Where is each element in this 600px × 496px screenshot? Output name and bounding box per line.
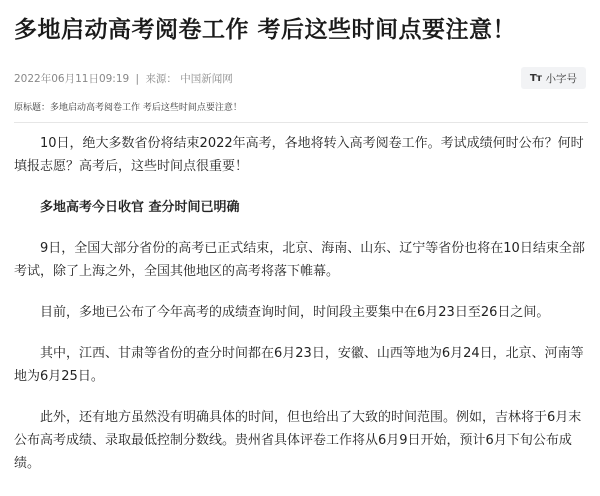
original-title: 原标题：多地启动高考阅卷工作 考后这些时间点要注意！: [14, 103, 242, 113]
source-label: 来源：: [145, 72, 177, 85]
paragraph: 9日，全国大部分省份的高考已正式结束，北京、海南、山东、辽宁等省份也将在10日结束全部考试，除了上海之外，全国其他地区的高考将落下帷幕。: [14, 241, 585, 279]
article-body: [14, 132, 588, 475]
article-meta-row: [14, 66, 588, 90]
source-name[interactable]: 中国新闻网: [180, 72, 233, 85]
font-size-icon: Tт: [529, 72, 542, 84]
meta-separator: |: [135, 72, 140, 85]
paragraph: 其中，江西、甘肃等省份的查分时间都在6月23日，安徽、山西等地为6月24日，北京、河南等地为6月25日。: [14, 346, 584, 384]
paragraph: 目前，多地已公布了今年高考的成绩查询时间，时间段主要集中在6月23日至26日之间。: [40, 305, 550, 320]
publish-datetime: 2022年06月11日09:19: [14, 72, 130, 85]
font-size-toggle-button[interactable]: [521, 67, 586, 89]
paragraph-intro: 10日，绝大多数省份将结束2022年高考，各地将转入高考阅卷工作。考试成绩何时公布？何时填报志愿？高考后，这些时间点很重要！: [14, 136, 584, 174]
paragraph: 此外，还有地方虽然没有明确具体的时间，但也给出了大致的时间范围。例如，吉林将于6月末公布高考成绩、录取最低控制分数线。贵州省具体评卷工作将从6月9日开始，预计6月下旬公布成绩。: [14, 410, 582, 471]
section-heading: 多地高考今日收官 查分时间已明确: [40, 200, 240, 215]
header-divider: [14, 122, 588, 123]
font-size-label: 小字号: [545, 72, 577, 85]
article-meta: [14, 71, 233, 86]
article-title: 多地启动高考阅卷工作 考后这些时间点要注意！: [14, 17, 517, 43]
